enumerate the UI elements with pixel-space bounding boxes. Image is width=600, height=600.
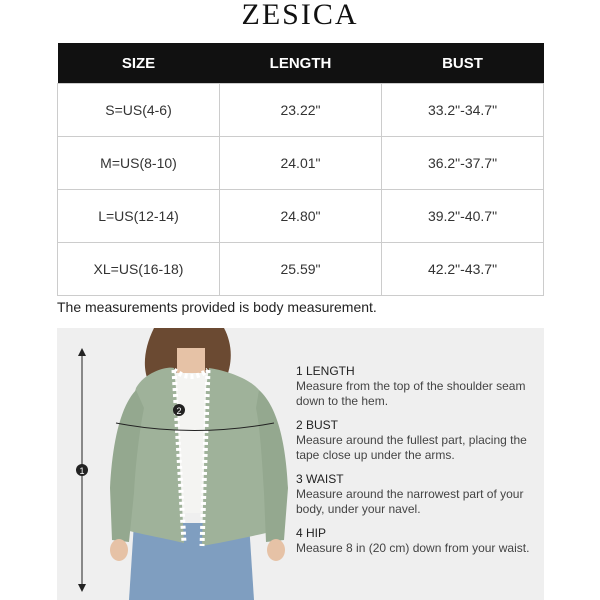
header-size: SIZE — [58, 43, 220, 84]
guide-description: Measure around the narrowest part of your body, under your navel. — [296, 487, 524, 516]
table-header-row — [58, 43, 544, 84]
guide-title: 3 WAIST — [296, 472, 344, 486]
guide-item-hip — [296, 526, 536, 556]
guide-item-length — [296, 364, 536, 409]
measurement-guide-panel — [57, 328, 544, 600]
header-bust: BUST — [382, 43, 544, 84]
left-hand — [110, 539, 128, 561]
cell-bust: 39.2"-40.7" — [382, 190, 544, 243]
guide-description: Measure 8 in (20 cm) down from your waist. — [296, 541, 530, 555]
cell-bust: 36.2"-37.7" — [382, 137, 544, 190]
cell-bust: 42.2"-43.7" — [382, 243, 544, 296]
marker-2-label: 2 — [176, 406, 182, 416]
cell-size: XL=US(16-18) — [58, 243, 220, 296]
cell-size: S=US(4-6) — [58, 84, 220, 137]
cell-size: L=US(12-14) — [58, 190, 220, 243]
guide-title: 2 BUST — [296, 418, 339, 432]
guide-item-waist — [296, 472, 536, 517]
measurement-guide — [296, 364, 536, 565]
marker-1-label: 1 — [79, 466, 85, 476]
guide-title: 1 LENGTH — [296, 364, 355, 378]
right-hand — [267, 539, 285, 561]
table-row — [58, 137, 544, 190]
guide-item-bust — [296, 418, 536, 463]
cell-length: 25.59" — [220, 243, 382, 296]
brand-logo: ZESICA — [241, 0, 359, 31]
guide-title: 4 HIP — [296, 526, 327, 540]
measurement-note: The measurements provided is body measurement. — [57, 299, 377, 315]
cell-length: 24.80" — [220, 190, 382, 243]
table-row — [58, 243, 544, 296]
model-illustration — [74, 328, 304, 600]
table-row — [58, 84, 544, 137]
cell-length: 24.01" — [220, 137, 382, 190]
guide-description: Measure around the fullest part, placing the tape close up under the arms. — [296, 433, 527, 462]
length-arrow-bottom — [78, 584, 86, 592]
header-length: LENGTH — [220, 43, 382, 84]
cell-bust: 33.2"-34.7" — [382, 84, 544, 137]
size-chart-table — [57, 43, 544, 296]
table-row — [58, 190, 544, 243]
cell-length: 23.22" — [220, 84, 382, 137]
cell-size: M=US(8-10) — [58, 137, 220, 190]
length-arrow-top — [78, 348, 86, 356]
guide-description: Measure from the top of the shoulder seam down to the hem. — [296, 379, 526, 408]
